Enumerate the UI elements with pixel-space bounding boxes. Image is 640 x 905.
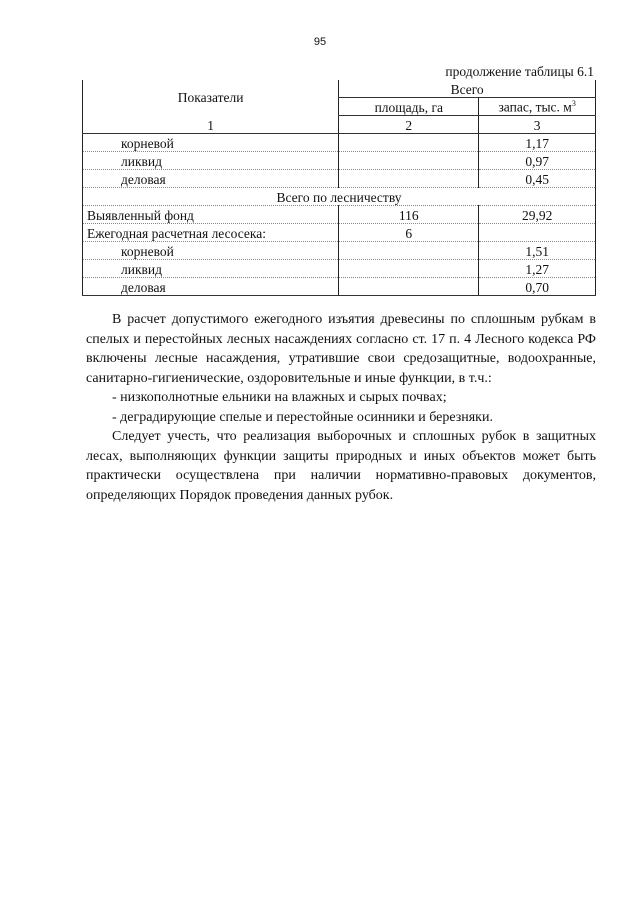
- header-stock-text: запас, тыс. м: [498, 99, 572, 115]
- row-area: [339, 242, 479, 260]
- table-row: [83, 224, 596, 242]
- row-label: Выявленный фонд: [83, 206, 339, 224]
- row-stock: 29,92: [479, 206, 596, 224]
- table-row: [83, 152, 596, 170]
- forest-table: [82, 80, 596, 296]
- row-stock: 1,17: [479, 134, 596, 152]
- row-stock: 0,70: [479, 278, 596, 296]
- header-stock-sup: 3: [571, 99, 576, 109]
- table-number-row: [83, 116, 596, 134]
- row-label: ликвид: [83, 260, 339, 278]
- col-num-2: 2: [339, 116, 479, 134]
- section-title: Всего по лесничеству: [83, 188, 596, 206]
- row-area: 6: [339, 224, 479, 242]
- row-label: ликвид: [83, 152, 339, 170]
- list-item-1: - низкополнотные ельники на влажных и сырых почвах;: [112, 390, 447, 405]
- page-number: 95: [313, 36, 327, 48]
- table-continuation-label: продолжение таблицы 6.1: [445, 64, 594, 79]
- row-label: деловая: [83, 170, 339, 188]
- row-stock: 1,27: [479, 260, 596, 278]
- table-row: [83, 242, 596, 260]
- header-total: Всего: [339, 80, 596, 98]
- list-item-2: - деградирующие спелые и перестойные осинники и березняки.: [112, 409, 493, 425]
- table-row: [83, 170, 596, 188]
- row-label: корневой: [83, 242, 339, 260]
- table-row: [83, 260, 596, 278]
- row-stock: 1,51: [479, 242, 596, 260]
- row-stock: [479, 224, 596, 242]
- header-stock: [479, 98, 596, 116]
- table-section-row: [83, 188, 596, 206]
- paragraph-1: В расчет допустимого ежегодного изъятия древесины по сплошным рубкам в спелых и перестойных лесных насаждениях согласно ст. 17 п. 4 Лесного кодекса РФ включены лесные насаждения, утратившие свои средозащитные, водоохранные, санитарно-гигиенические, оздоровительные и иные функции, в т.ч.:: [86, 312, 596, 386]
- header-indicators: Показатели: [83, 80, 339, 116]
- table-row: [83, 278, 596, 296]
- row-area: [339, 170, 479, 188]
- col-num-1: 1: [83, 116, 339, 134]
- table-row: [83, 134, 596, 152]
- row-area: [339, 152, 479, 170]
- row-stock: 0,45: [479, 170, 596, 188]
- body-text: [86, 310, 596, 505]
- row-label: деловая: [83, 278, 339, 296]
- row-area: 116: [339, 206, 479, 224]
- row-area: [339, 134, 479, 152]
- row-label: корневой: [83, 134, 339, 152]
- table-header-row: [83, 80, 596, 98]
- paragraph-2: Следует учесть, что реализация выборочных и сплошных рубок в защитных лесах, выполняющих функции защиты природных и иных объектов может быть практически осуществлена при наличии нормативно-правовых документов, определяющих Порядок проведения данных рубок.: [86, 429, 596, 503]
- header-area: площадь, га: [339, 98, 479, 116]
- row-area: [339, 260, 479, 278]
- col-num-3: 3: [479, 116, 596, 134]
- table-row: [83, 206, 596, 224]
- row-stock: 0,97: [479, 152, 596, 170]
- row-area: [339, 278, 479, 296]
- row-label: Ежегодная расчетная лесосека:: [83, 224, 339, 242]
